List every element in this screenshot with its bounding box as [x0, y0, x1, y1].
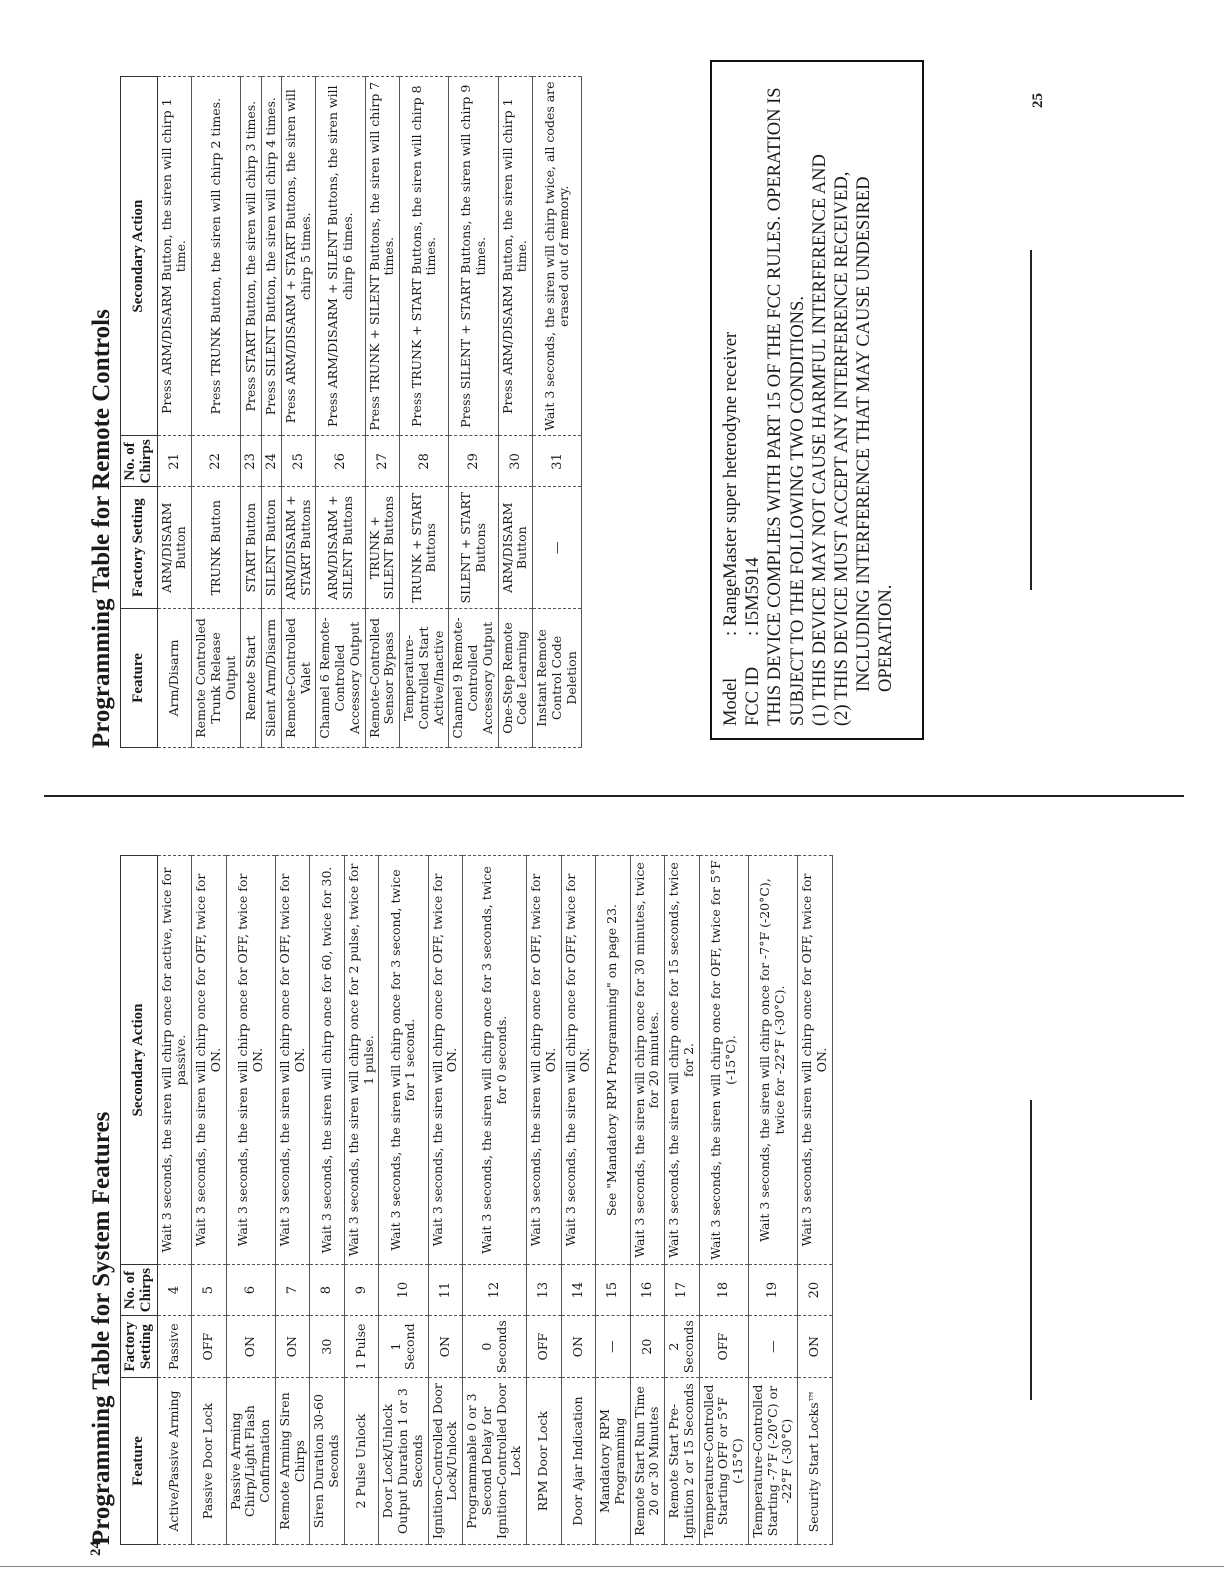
col-chirps: No. of Chirps	[121, 1265, 158, 1316]
setting-cell: —	[748, 1316, 797, 1378]
fcc-condition-2: (2) THIS DEVICE MUST ACCEPT ANY INTERFERENCE RECEIVED, INCLUDING INTERFERENCE THAT MAY CAUSE UNDESIRED OPERATION.	[831, 171, 897, 726]
chirps-cell: 22	[192, 436, 241, 487]
setting-cell: ON	[226, 1316, 275, 1378]
chirps-cell: 4	[157, 1265, 192, 1316]
table-row	[527, 856, 562, 1545]
setting-cell: —	[533, 487, 582, 608]
header-row	[121, 856, 158, 1545]
action-cell: Wait 3 seconds, the siren will chirp once for active, twice for passive.	[157, 856, 192, 1265]
table-row	[533, 77, 582, 748]
table-row	[463, 856, 527, 1545]
action-cell: Wait 3 seconds, the siren will chirp once for 60, twice for 30.	[310, 856, 345, 1265]
fcc-conditions	[809, 74, 898, 726]
feature-cell: Remote-Controlled Valet	[281, 608, 316, 747]
feature-cell: Passive Door Lock	[192, 1378, 227, 1545]
table-row	[561, 856, 596, 1545]
system-features-table	[120, 855, 833, 1545]
table-row	[344, 856, 379, 1545]
setting-cell: 2 Seconds	[665, 1316, 700, 1378]
model-row	[720, 74, 742, 726]
action-cell: Press START Button, the siren will chirp 3 times.	[241, 77, 261, 436]
feature-cell: Remote Arming Siren Chirps	[275, 1378, 310, 1545]
chirps-cell: 8	[310, 1265, 345, 1316]
bottom-scan-line	[0, 1566, 1224, 1567]
feature-cell: 2 Pulse Unlock	[344, 1378, 379, 1545]
feature-cell: One-Step Remote Code Learning	[498, 608, 533, 747]
feature-cell: Remote Controlled Trunk Release Output	[192, 608, 241, 747]
setting-cell: 1 Second	[379, 1316, 428, 1378]
setting-cell: ARM/DISARM Button	[498, 487, 533, 608]
action-cell: Wait 3 seconds, the siren will chirp once for OFF, twice for ON.	[527, 856, 562, 1265]
action-cell: Wait 3 seconds, the siren will chirp once for 2 pulse, twice for 1 pulse.	[344, 856, 379, 1265]
feature-cell: Instant Remote Control Code Deletion	[533, 608, 582, 747]
table-row	[428, 856, 463, 1545]
system-features-title: Programming Table for System Features	[88, 1111, 115, 1545]
setting-cell: SILENT + START Buttons	[449, 487, 498, 608]
col-factory-setting: Factory Setting	[121, 1316, 158, 1378]
action-cell: Wait 3 seconds, the siren will chirp twice, all codes are erased out of memory.	[533, 77, 582, 436]
action-cell: Wait 3 seconds, the siren will chirp once for OFF, twice for ON.	[428, 856, 463, 1265]
chirps-cell: 27	[365, 436, 400, 487]
chirps-cell: 5	[192, 1265, 227, 1316]
table-row	[630, 856, 665, 1545]
table-row	[281, 77, 316, 748]
col-chirps: No. of Chirps	[121, 436, 158, 487]
feature-cell: Remote Start	[241, 608, 261, 747]
table-row	[261, 77, 281, 748]
feature-cell: Temperature-Controlled Start Active/Inactive	[400, 608, 449, 747]
table-row	[365, 77, 400, 748]
setting-cell: OFF	[527, 1316, 562, 1378]
action-cell: Wait 3 seconds, the siren will chirp once for OFF, twice for ON.	[275, 856, 310, 1265]
fold-line	[44, 795, 1184, 797]
setting-cell: TRUNK + SILENT Buttons	[365, 487, 400, 608]
feature-cell: Temperature-Controlled Starting -7°F (-20°C) or -22°F (-30°C)	[748, 1378, 797, 1545]
fcc-statement: THIS DEVICE COMPLIES WITH PART 15 OF THE FCC RULES. OPERATION IS SUBJECT TO THE FOLLOWING TWO CONDITIONS.	[765, 87, 808, 726]
fcc-id-row	[742, 74, 764, 726]
setting-cell: ON	[798, 1316, 833, 1378]
action-cell: Press TRUNK Button, the siren will chirp 2 times.	[192, 77, 241, 436]
table-row	[192, 856, 227, 1545]
feature-cell: Mandatory RPM Programming	[596, 1378, 631, 1545]
chirps-cell: 24	[261, 436, 281, 487]
setting-cell: 1 Pulse	[344, 1316, 379, 1378]
action-cell: Wait 3 seconds, the siren will chirp once for 30 minutes, twice for 20 minutes.	[630, 856, 665, 1265]
chirps-cell: 13	[527, 1265, 562, 1316]
table-row	[699, 856, 748, 1545]
setting-cell: 0 Seconds	[463, 1316, 527, 1378]
col-feature: Feature	[121, 1378, 158, 1545]
setting-cell: TRUNK + START Buttons	[400, 487, 449, 608]
footer-rule-right	[1030, 250, 1032, 590]
setting-cell: Passive	[157, 1316, 192, 1378]
chirps-cell: 29	[449, 436, 498, 487]
table-row	[665, 856, 700, 1545]
table-row	[157, 856, 192, 1545]
feature-cell: Door Lock/Unlock Output Duration 1 or 3 Seconds	[379, 1378, 428, 1545]
table-row	[379, 856, 428, 1545]
setting-cell: ARM/DISARM + START Buttons	[281, 487, 316, 608]
chirps-cell: 12	[463, 1265, 527, 1316]
table-row	[157, 77, 192, 748]
col-feature: Feature	[121, 608, 158, 747]
chirps-cell: 18	[699, 1265, 748, 1316]
feature-cell: Ignition-Controlled Door Lock/Unlock	[428, 1378, 463, 1545]
action-cell: Wait 3 seconds, the siren will chirp once for 15 seconds, twice for 2.	[665, 856, 700, 1265]
chirps-cell: 15	[596, 1265, 631, 1316]
chirps-cell: 14	[561, 1265, 596, 1316]
feature-cell: Siren Duration 30-60 Seconds	[310, 1378, 345, 1545]
chirps-cell: 31	[533, 436, 582, 487]
chirps-cell: 21	[157, 436, 192, 487]
setting-cell: 20	[630, 1316, 665, 1378]
feature-cell: Passive Arming Chirp/Light Flash Confirmation	[226, 1378, 275, 1545]
setting-cell: OFF	[192, 1316, 227, 1378]
chirps-cell: 9	[344, 1265, 379, 1316]
header-row	[121, 77, 158, 748]
setting-cell: ARM/DISARM + SILENT Buttons	[316, 487, 365, 608]
model-value: : RangeMaster super heterodyne receiver	[721, 331, 741, 636]
setting-cell: SILENT Button	[261, 487, 281, 608]
chirps-cell: 19	[748, 1265, 797, 1316]
remote-controls-rows	[157, 77, 582, 748]
setting-cell: —	[596, 1316, 631, 1378]
page-25	[88, 76, 688, 748]
action-cell: Press ARM/DISARM Button, the siren will chirp 1 time.	[498, 77, 533, 436]
action-cell: Press SILENT + START Buttons, the siren will chirp 9 times.	[449, 77, 498, 436]
feature-cell: Arm/Disarm	[157, 608, 192, 747]
action-cell: Press SILENT Button, the siren will chirp 4 times.	[261, 77, 281, 436]
chirps-cell: 23	[241, 436, 261, 487]
table-row	[748, 856, 797, 1545]
col-factory-setting: Factory Setting	[121, 487, 158, 608]
action-cell: Wait 3 seconds, the siren will chirp once for OFF, twice for 5°F (-15°C).	[699, 856, 748, 1265]
footer-rule-left	[1030, 1100, 1032, 1400]
setting-cell: START Button	[241, 487, 261, 608]
action-cell: Press TRUNK + SILENT Buttons, the siren will chirp 7 times.	[365, 77, 400, 436]
table-row	[400, 77, 449, 748]
fcc-notice-box	[710, 60, 924, 740]
chirps-cell: 28	[400, 436, 449, 487]
setting-cell: ON	[275, 1316, 310, 1378]
feature-cell: Remote Start Pre-Ignition 2 or 15 Seconds	[665, 1378, 700, 1545]
model-label: Model	[721, 677, 741, 726]
feature-cell: Security Start Locks™	[798, 1378, 833, 1545]
table-row	[226, 856, 275, 1545]
chirps-cell: 11	[428, 1265, 463, 1316]
feature-cell: Channel 9 Remote-Controlled Accessory Output	[449, 608, 498, 747]
table-row	[310, 856, 345, 1545]
page-24	[88, 860, 829, 1545]
chirps-cell: 10	[379, 1265, 428, 1316]
feature-cell: Channel 6 Remote-Controlled Accessory Output	[316, 608, 365, 747]
feature-cell: Temperature-Controlled Starting OFF or 5°F (-15°C)	[699, 1378, 748, 1545]
col-secondary-action: Secondary Action	[121, 856, 158, 1265]
fcc-id-label: FCC ID	[743, 666, 764, 726]
setting-cell: ARM/DISARM Button	[157, 487, 192, 608]
setting-cell: 30	[310, 1316, 345, 1378]
chirps-cell: 30	[498, 436, 533, 487]
feature-cell: Door Ajar Indication	[561, 1378, 596, 1545]
setting-cell: TRUNK Button	[192, 487, 241, 608]
table-row	[241, 77, 261, 748]
action-cell: Press ARM/DISARM + SILENT Buttons, the siren will chirp 6 times.	[316, 77, 365, 436]
table-row	[192, 77, 241, 748]
action-cell: Wait 3 seconds, the siren will chirp once for -7°F (-20°C), twice for -22°F (-30°C).	[748, 856, 797, 1265]
feature-cell: RPM Door Lock	[527, 1378, 562, 1545]
system-features-rows	[157, 856, 832, 1545]
table-row	[275, 856, 310, 1545]
remote-controls-title: Programming Table for Remote Controls	[88, 309, 115, 748]
table-row	[449, 77, 498, 748]
action-cell: Wait 3 seconds, the siren will chirp once for OFF, twice for ON.	[561, 856, 596, 1265]
table-row	[316, 77, 365, 748]
action-cell: Wait 3 seconds, the siren will chirp once for OFF, twice for ON.	[798, 856, 833, 1265]
chirps-cell: 16	[630, 1265, 665, 1316]
action-cell: Press ARM/DISARM Button, the siren will chirp 1 time.	[157, 77, 192, 436]
chirps-cell: 20	[798, 1265, 833, 1316]
action-cell: Press TRUNK + START Buttons, the siren will chirp 8 times.	[400, 77, 449, 436]
remote-controls-table	[120, 76, 582, 748]
fcc-id-value: : I5M5914	[743, 557, 764, 636]
action-cell: Press ARM/DISARM + START Buttons, the siren will chirp 5 times.	[281, 77, 316, 436]
page-number-25: 25	[1030, 93, 1046, 108]
setting-cell: ON	[561, 1316, 596, 1378]
action-cell: Wait 3 seconds, the siren will chirp once for OFF, twice for ON.	[192, 856, 227, 1265]
feature-cell: Remote-Controlled Sensor Bypass	[365, 608, 400, 747]
table-row	[798, 856, 833, 1545]
setting-cell: ON	[428, 1316, 463, 1378]
chirps-cell: 17	[665, 1265, 700, 1316]
setting-cell: OFF	[699, 1316, 748, 1378]
table-row	[596, 856, 631, 1545]
chirps-cell: 7	[275, 1265, 310, 1316]
feature-cell: Silent Arm/Disarm	[261, 608, 281, 747]
chirps-cell: 25	[281, 436, 316, 487]
table-row	[498, 77, 533, 748]
feature-cell: Remote Start Run Time 20 or 30 Minutes	[630, 1378, 665, 1545]
action-cell: Wait 3 seconds, the siren will chirp once for 3 seconds, twice for 0 seconds.	[463, 856, 527, 1265]
action-cell: Wait 3 seconds, the siren will chirp once for OFF, twice for ON.	[226, 856, 275, 1265]
action-cell: Wait 3 seconds, the siren will chirp once for 3 second, twice for 1 second.	[379, 856, 428, 1265]
feature-cell: Programmable 0 or 3 Second Delay for Ignition-Controlled Door Lock	[463, 1378, 527, 1545]
col-secondary-action: Secondary Action	[121, 77, 158, 436]
feature-cell: Active/Passive Arming	[157, 1378, 192, 1545]
action-cell: See "Mandatory RPM Programming" on page 23.	[596, 856, 631, 1265]
chirps-cell: 6	[226, 1265, 275, 1316]
page-number-24: 24	[88, 1541, 104, 1556]
fcc-condition-1: (1) THIS DEVICE MAY NOT CAUSE HARMFUL INTERFERENCE AND	[809, 154, 830, 726]
chirps-cell: 26	[316, 436, 365, 487]
